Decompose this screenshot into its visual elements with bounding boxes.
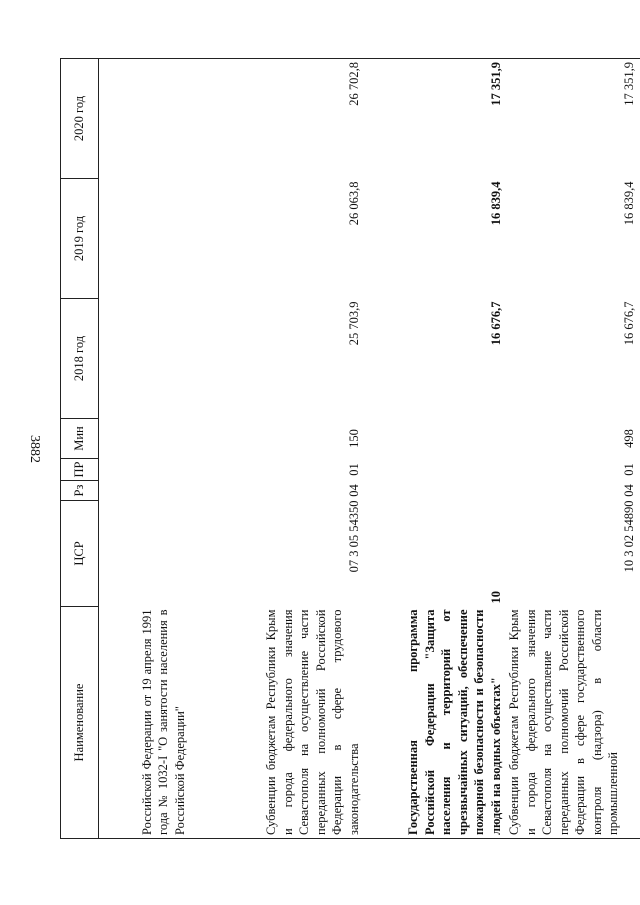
row-2019: 16 839,4	[488, 181, 503, 226]
row-2020: 26 702,8	[188, 59, 362, 179]
table-row	[188, 59, 362, 839]
row-rz	[99, 481, 189, 501]
row-min: 150	[346, 429, 361, 448]
row-pr	[99, 459, 189, 481]
row-csr: 10 3 02 54890	[622, 500, 636, 573]
row-pr: 01	[622, 463, 636, 476]
table-row	[362, 59, 504, 839]
row-name: Субвенции бюджетам Республики Крым и города федерального значения Севастополя на осуществление части переданных полномочий Российской Федерации в сфере государственного контроля (надзора) в области промышленной	[504, 607, 640, 839]
row-rz: 04	[346, 484, 361, 497]
header-row	[61, 59, 99, 839]
row-csr: 10	[488, 591, 503, 604]
row-min: 498	[622, 429, 636, 448]
header-2020: 2020 год	[61, 59, 99, 179]
row-min	[362, 419, 504, 459]
header-2018: 2018 год	[61, 299, 99, 419]
row-2020	[99, 59, 189, 179]
row-name: Государственная программа Российской Федерации "Защита населения и территорий от чрезвычайных ситуаций, обеспечение пожарной безопасности и безопасности людей на водных объектах"	[362, 607, 504, 839]
row-pr: 01	[346, 463, 361, 476]
header-2019: 2019 год	[61, 179, 99, 299]
table-row	[504, 59, 640, 839]
row-2019: 16 839,4	[622, 181, 636, 226]
row-2018: 16 676,7	[622, 301, 636, 346]
budget-table-rotated	[60, 59, 636, 839]
row-min	[99, 419, 189, 459]
row-2018: 16 676,7	[488, 301, 503, 346]
row-name: Российской Федерации от 19 апреля 1991 года № 1032-I "О занятости населения в Российской Федерации"	[99, 607, 189, 839]
page-number: 3882	[27, 435, 42, 463]
row-2020: 17 351,9	[504, 59, 640, 179]
budget-table	[60, 58, 640, 839]
row-pr	[362, 459, 504, 481]
row-2019	[99, 179, 189, 299]
row-2018: 25 703,9	[346, 301, 361, 346]
table-row	[99, 59, 189, 839]
header-min: Мин	[61, 419, 99, 459]
header-rz: Рз	[61, 481, 99, 501]
header-name: Наименование	[61, 607, 99, 839]
row-rz: 04	[622, 484, 636, 497]
row-2020: 17 351,9	[362, 59, 504, 179]
row-2018	[99, 299, 189, 419]
row-2019: 26 063,8	[346, 181, 361, 226]
row-name: Субвенции бюджетам Республики Крым и города федерального значения Севастополя на осуществление части переданных полномочий Российской Федерации в сфере трудового законодательства	[188, 607, 362, 839]
row-csr	[99, 501, 189, 607]
row-csr: 07 3 05 54350	[346, 500, 361, 573]
row-rz	[362, 481, 504, 501]
header-csr: ЦСР	[61, 501, 99, 607]
header-pr: ПР	[61, 459, 99, 481]
